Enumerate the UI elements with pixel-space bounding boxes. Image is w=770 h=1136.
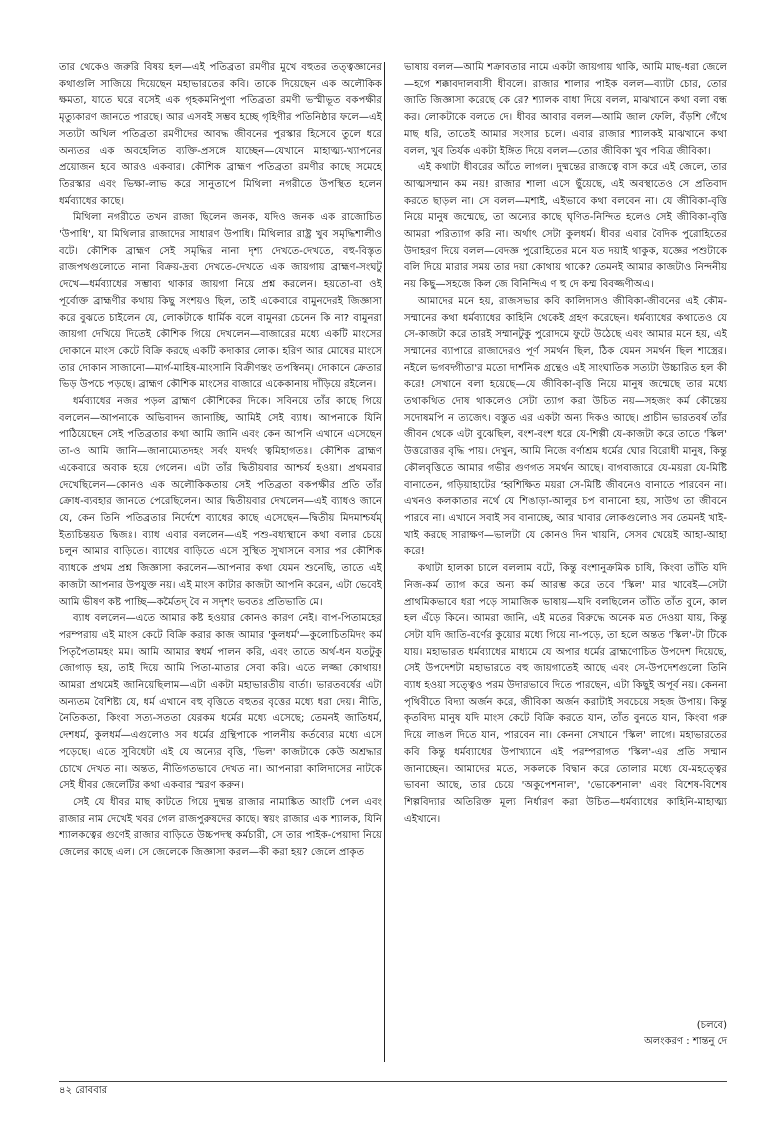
illustration-credit: অলংকরণ : শান্তনু দে xyxy=(644,1036,727,1047)
column-divider xyxy=(384,62,385,1062)
left-column xyxy=(59,60,382,1070)
page-number: ৪২ xyxy=(59,1085,72,1096)
continued-note: (চলবে) xyxy=(696,1020,727,1031)
paragraph: তার থেকেও জরুরি বিষয় হল—এই পতিব্রতা রমণীর মুখে বহুতর তত্ত্বজ্ঞানের কথাগুলি সাজিয়ে দিয়েছেন মহাভারতের কবি। তাকে দিয়েছেন এক অলৌকিক ক্ষমতা, যাতে ঘরে বসেই এক গৃহকমনিপুণা পতিব্রতা রমণী ভস্মীভূত বকপক্ষীর মৃত্যুকারণ জানতে পারছে। আর এসবই সম্ভব হচ্ছে গৃহিণীর পতিনিষ্ঠার ফলে—এই সত্যটা অখিল পতিব্রতা রমণীদের আবদ্ধ জীবনের পুরস্কার হিসেবে তুলে ধরে অন্যতর এক অবহেলিত ব্যক্তি-প্রসঙ্গে যাচ্ছেন—যেখানে মাহাত্ম্য-খ্যাপনের প্রয়োজন হবে আরও একবার। কৌশিক ব্রাহ্মণ পতিব্রতা রমণীর কাছে সমেহে তিরস্কার এবং ভিক্ষা-লাভ করে সানুতাপে মিথিলা নগরীতে উপস্থিত হলেন ধর্মব্যাধের কাছে। xyxy=(59,62,382,207)
paragraph: আমাদের মনে হয়, রাজসভার কবি কালিদাসও জীবিকা-জীবনের এই কৌম-সম্মানের কথা ধর্মব্যাধের কাহিনি থেকেই গ্রহণ করেছেন। ধর্মব্যাধের কথাতেও যে সে-কাজটা করে তারই সম্মানটুকু পুরোদমে ফুটে উঠেছে এবং আমার মনে হয়, এই সম্মানের ব্যাপারে রাজাদেরও পূর্ণ সমর্থন ছিল, ঠিক যেমন সমর্থন ছিল শাস্ত্রের। নইলে ভগবদ্গীতা'র মতো দার্শনিক গ্রন্থেও এই সাংঘাতিক সত্যটা উচ্চারিত হল কী করে! সেখানে বলা হয়েছে—যে জীবিকা-বৃত্তি নিয়ে মানুষ জন্মেছে তার মধ্যে তথাকথিত দোষ থাকলেও সেটা ত্যাগ করা উচিত নয়—সহজং কর্ম কৌন্তেয় সদোষমপি ন ত্যজেৎ। বস্তুত এর একটা অন্য দিকও আছে। প্রাচীন ভারতবর্ষ তাঁর জীবন থেকে এটা বুঝেছিল, বংশ-বংশ ধরে যে-শিল্পী যে-কাজটা করে তাতে 'স্কিল' উত্তরোত্তর বৃদ্ধি পায়। দেখুন, আমি নিজে বর্ণাশ্রম ধর্মের ঘোর বিরোধী মানুষ, কিন্তু কৌলবৃত্তিতে আমার গভীর গুণগত সমর্থন আছে। বাগবাজারে যে-ময়রা যে-মিষ্টি বানাতেন, গড়িয়াহাটের ‘হ্বশিক্ষিত ময়রা সে-মিষ্টি জীবনেও বানাতে পারবেন না। এখনও কলকাতার নর্থে যে শিঙাড়া-আলুর চপ বানানো হয়, সাউথ তা জীবনে পারবে না। এখানে সবাই সব বানাচ্ছে, আর খাবার লোকগুলোও সব তেমনই খাই-খাই করছে সারাক্ষণ—ভালটা যে কোনও দিন খায়নি, সেসব খেয়েই আহা-আহা করে! xyxy=(404,295,727,558)
article-body xyxy=(59,60,727,1070)
paragraph: এই কথাটা ধীবরের আঁতে লাগল। দুষ্মন্তের রাজত্বে বাস করে এই জেলে, তার আত্মসম্মান কম নয়! রাজার শালা এসে ছুঁয়েছে, এই অবস্থাতেও সে প্রতিবাদ করতে ছাড়ল না। সে বলল—মশাই, এইভাবে কথা বলবেন না। যে জীবিকা-বৃত্তি নিয়ে মানুষ জন্মেছে, তা অন্যের কাছে ঘৃণিত-নিন্দিত হলেও সেই জীবিকা-বৃত্তি আমরা পরিত্যাগ করি না। অর্থাৎ সেটা কুলধর্ম। ধীবর এবার বৈদিক পুরোহিতের উদাহরণ দিয়ে বলল—বেদজ্ঞ পুরোহিতের মনে যত দয়াই থাকুক, যজ্ঞের পশুটাকে বলি দিয়ে মারার সময় তার দয়া কোথায় থাকে? তেমনই আমার কাজটাও নিন্দনীয় নয় কিছু—সহজে কিল জে বিনিন্দিএ ণ হু দে কম্ম বিবজ্জণীঅএ। xyxy=(404,162,727,291)
footer-divider xyxy=(59,1081,727,1082)
magazine-name: রোববার xyxy=(75,1085,108,1096)
paragraph: ধর্মব্যাধের নজর পড়ল ব্রাহ্মণ কৌশিকের দিকে। সবিনয়ে তাঁর কাছে গিয়ে বললেন—আপনাকে অভিবাদন জানাচ্ছি, আমিই সেই ব্যাধ। আপনাকে যিনি পাঠিয়েছেন সেই পতিব্রতার কথা আমি জানি এবং কেন আপনি এখানে এসেছেন তা-ও আমি জানি—জানাম্যেতদহং সর্বং যদর্থং ত্বমিহাগতঃ। কৌশিক ব্রাহ্মণ একেবারে অবাক হয়ে গেলেন। এটা তাঁর দ্বিতীয়বার আশ্চর্য হওয়া। প্রথমবার দেখেছিলেন—কোনও এক অলৌকিকতায় সেই পতিব্রতা বকপক্ষীর প্রতি তাঁর ক্রোধ-ব্যবহার জানতে পেরেছিলেন। আর দ্বিতীয়বার দেখলেন—এই ব্যাধও জানে যে, কেন তিনি পতিব্রতার নির্দেশে ব্যাধের কাছে এসেছেন—দ্বিতীয় মিদমাশ্চর্যম্ ইত্যচিন্তয়ত দ্বিজঃ। ব্যাধ এবার বললেন—এই পশু-বধ্যস্থানে কথা বলার চেয়ে চলুন আমার বাড়িতে। ব্যাধের বাড়িতে এসে সুস্থিত সুখাসনে বসার পর কৌশিক ব্যাধকে প্রথম প্রশ্ন জিজ্ঞাসা করলেন—আপনার কথা যেমন শুনেছি, তাতে এই কাজটা আপনার উপযুক্ত নয়। এই মাংস কাটার কাজটা আপনি করেন, এটা ভেবেই আমি ভীষণ কষ্ট পাচ্ছি—কর্মৈতদ্ বৈ ন সদৃশং ভবতঃ প্রতিভাতি মে। xyxy=(59,396,382,608)
paragraph: সেই যে ধীবর মাছ কাটতে গিয়ে দুষ্মন্ত রাজার নামাঙ্কিত আংটি পেল এবং রাজার নাম দেখেই খবর গেল রাজপুরুষদের কাছে। স্বয়ং রাজার এক শ্যালক, যিনি শ্যালকত্বের গুণেই রাজার বাড়িতে উচ্চপদস্থ কর্মচারী, সে তার পাইক-পেয়াদা নিয়ে জেলের কাছে এল। সে জেলেকে জিজ্ঞাসা করল—কী করা হয়? জেলে প্রাকৃত xyxy=(59,796,382,859)
article-signoff xyxy=(644,1018,727,1050)
paragraph: মিথিলা নগরীতে তখন রাজা ছিলেন জনক, যদিও জনক এক রাজোচিত 'উপাধি', যা মিথিলার রাজাদের সাধারণ উপাধি। মিথিলার রাষ্ট্র খুব সমৃদ্ধিশালীও বটে। কৌশিক ব্রাহ্মণ সেই সমৃদ্ধির নানা দৃশ্য দেখতে-দেখতে, বহু-বিস্তৃত রাজপথগুলোতে নানা বিক্রয়-দ্রব্য দেখতে-দেখতে এক জায়গায় ব্রাহ্মণ-সংঘটু দেখে—ধর্মব্যাধের সম্ভাব্য থাকার জায়গা নিয়ে প্রশ্ন করলেন। হয়তো-বা ওই পূর্বোক্ত ব্রাহ্মণীর কথায় কিছু সংশয়ও ছিল, তাই একেবারে বামুনদেরই জিজ্ঞাসা করে বুঝতে চাইলেন যে, লোকটাকে ধার্মিক বলে বামুনরা চেনেন কি না? বামুনরা জায়গা দেখিয়ে দিতেই কৌশিক গিয়ে দেখলেন—বাজারের মধ্যে একটি মাংসের দোকানে মাংস কেটে বিক্রি করছে একটি কদাকার লোক। হরিণ আর মোষের মাংসে তার দোকান সাজানো—মার্গ-মাহিষ-মাংসানি বিক্রীণন্তং তপস্বিনম্। দোকানে ক্রেতার ভিড় উপচে পড়ছে। ব্রাহ্মণ কৌশিক মাংসের বাজারে একেকানায় দাঁড়িয়ে রইলেন। xyxy=(59,212,382,391)
page-footer xyxy=(59,1084,107,1098)
paragraph: কথাটা হালকা চালে বললাম বটে, কিন্তু বংশানুক্রমিক চাষি, কিংবা তাঁতি যদি নিজ-কর্ম ত্যাগ করে অন্য কর্ম আরম্ভ করে তবে 'স্কিল' মার খাবেই—সেটা প্রাথমিকভাবে ধরা পড়ে সামাজিক ভাষায়—যদি বলছিলেন তাঁতি তাঁত বুনে, কাল হল এঁড়ে কিনে। আমরা জানি, এই মতের বিরুদ্ধে অনেক মত দেওয়া যায়, কিন্তু সেটা যদি জাতি-বর্ণের কুয়োর মধ্যে গিয়ে না-পড়ে, তা হলে অন্তত 'স্কিল'-টা টিকে যায়। মহাভারত ধর্মব্যাধের মাধ্যমে যে অপার ধর্মের ব্রাহ্মণোচিত উপদেশ দিয়েছে, সেই উপদেশটা মহাভারতে বহু জায়গাতেই আছে এবং সে-উপদেশগুলো তিনি ব্যাধ হওয়া সত্ত্বেও পরম উদারভাবে দিতে পারছেন, এটা কিছুই অপূর্ব নয়। কেননা পৃথিবীতে বিদ্যা অর্জন করে, জীবিকা অর্জন করাটাই সবচেয়ে সহজ উপায়। কিন্তু কৃতবিদ্য মানুষ যদি মাংস কেটে বিক্রি করতে যান, তাঁত বুনতে যান, কিংবা গরু দিয়ে লাঙল দিতে যান, পারবেন না। কেননা সেখানে 'স্কিল' লাগে। মহাভারতের কবি কিন্তু ধর্মব্যাধের উপাখ্যানে এই পরম্পরাগত 'স্কিল'-এর প্রতি সম্মান জানাচ্ছেন। আমাদের মতে, সকলকে বিদ্বান করে তোলার মধ্যে যে-মহত্ত্বের ভাবনা আছে, তার চেয়ে 'অকুপেশনাল', 'ভোকেশনাল' এবং বিশেষ-বিশেষ শিল্পবিদ্যার অতিরিক্ত মূল্য নির্ধারণ করা উচিত—ধর্মব্যাধের কাহিনি-মাহাত্ম্য এইখানে। xyxy=(404,563,727,825)
paragraph: ব্যাধ বললেন—এতে আমার কষ্ট হওয়ার কোনও কারণ নেই। বাপ-পিতামহের পরম্পরায় এই মাংস কেটে বিক্রি করার কাজ আমার 'কুলধর্ম'—কুলোচিতমিদং কর্ম পিতৃপৈতামহং মম। আমি আমার স্বধর্ম পালন করি, এবং তাতে অর্থ-ধন যতটুকু জোগাড় হয়, তাই দিয়ে আমি পিতা-মাতার সেবা করি। এতে লজ্জা কোথায়! আমরা প্রথমেই জানিয়েছিলাম—এটা একটা মহাভারতীয় বার্তা। ভারতবর্ষের এটা অন্যতম বৈশিষ্ট্য যে, ধর্ম এখানে বহু বৃত্তিতে বহুতর বৃত্তের মধ্যে ধরা দেয়। নীতি, নৈতিকতা, কিংবা সত্য-সততা যেরকম ধর্মের মধ্যে এসেছে; তেমনই জাতিধর্ম, দেশধর্ম, কুলধর্ম—এগুলোও সব ধর্মের গ্রন্থিপাকে পালনীয় কর্তব্যের মধ্যে এসে পড়েছে। এতে সুবিধেটা এই যে অন্যের বৃত্তি, 'ভিল' কাজটাকে কেউ অশ্রদ্ধার চোখে দেখত না। অন্তত, নীতিগতভাবে দেখত না। আপনারা কালিদাসের নাটকে সেই ধীবর জেলেটির কথা একবার স্মরণ করুন। xyxy=(59,613,382,792)
paragraph: ভাষায় বলল—আমি শক্রাবতার নামে একটা জায়গায় থাকি, আমি মাছ-ধরা জেলে—হগে শক্কাবদালবাসী ধীবলে। রাজার শালার পাইক বলল—ব্যাটা চোর, তোর জাতি জিজ্ঞাসা করেছে কে রে? শ্যালক বাধা দিয়ে বলল, মাঝখানে কথা বলা বন্ধ কর। লোকটাকে বলতে দে। ধীবর আবার বলল—আমি জাল ফেলি, বঁড়শি গেঁথে মাছ ধরি, তাতেই আমার সংসার চলে। এবার রাজার শ্যালকই মাঝখানে কথা বলল, খুব তির্যক একটা ইঙ্গিত দিয়ে বলল—তোর জীবিকা খুব পবিত্র জীবিকা। xyxy=(404,62,727,157)
right-column xyxy=(404,60,727,1070)
